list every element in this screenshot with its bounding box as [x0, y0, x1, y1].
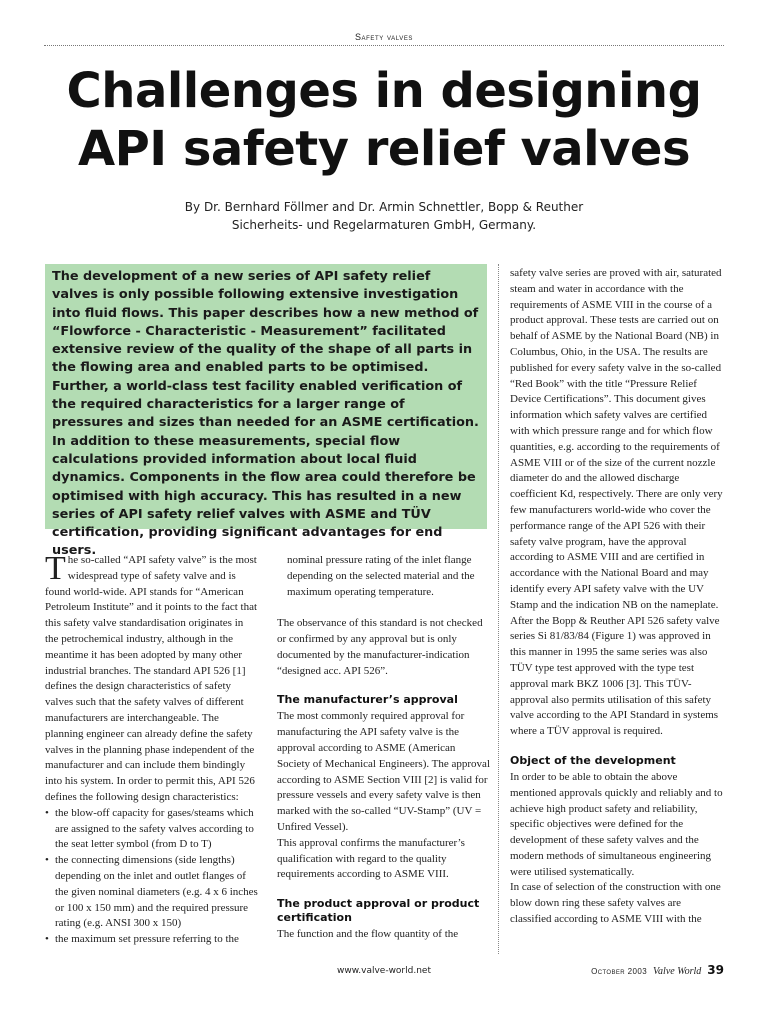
list-item: • the connecting dimensions (side lengths) depending on the inlet and outlet flanges of the given nominal diameters (e.g. 4 x 6 inches or 100 x 150 mm) and the required pressure rating (e.g. ANSI 300 x 150): [45, 853, 259, 932]
section-label: Safety valves: [354, 32, 414, 42]
page-number: 39: [707, 963, 724, 977]
top-dotted-rule: [44, 45, 724, 46]
paragraph: The most commonly required approval for manufacturing the API safety valve is the approval according to ASME (American Society of Mechanical Engineers). The approval according to ASME Section VIII [2] is valid for pressure vessels and every safety valve is then marked with the so-called “UV-Stamp” (UV = Unfired Vessel).: [277, 710, 490, 833]
section-heading: Object of the development: [510, 753, 676, 767]
intro-text: he so-called “API safety valve” is the most widespread type of safety valve and is found world-wide. API stands for “American Petroleum Institute” and it points to the fact that this safety valve standardisation originates in the petrochemical industry, although in the meantime it has been adopted by many other industrial branches. The standard API 526 [1] defines the design characteristics of safety valves such that the safety valves of different manufacturers are interchangeable. The planning engineer can already define the safety valves in the planning phase independent of the manufacturer and can include them bindingly into his system. In order to permit this, API 526 defines the following design characteristics:: [45, 554, 258, 803]
byline-affiliation: Sicherheits- und Regelarmaturen GmbH, Germany.: [231, 218, 537, 232]
column-divider: [498, 264, 499, 954]
magazine-logo: Valve World: [653, 966, 702, 977]
paragraph: In case of selection of the construction with one blow down ring these safety valves are classified according to ASME VIII with the: [510, 881, 721, 926]
section-heading: The manufacturer’s approval: [277, 693, 458, 707]
footer-month: October 2003: [591, 967, 648, 976]
paragraph: nominal pressure rating of the inlet flange depending on the selected material and the maximum operating temperature.: [287, 554, 475, 598]
footer-right: [591, 963, 724, 977]
article-title: Challenges in designing API safety relief valves: [66, 63, 702, 177]
byline-authors: By Dr. Bernhard Föllmer and Dr. Armin Schnettler, Bopp & Reuther: [184, 200, 584, 214]
paragraph: safety valve series are proved with air, saturated steam and water in accordance with the requirements of ASME VIII in the course of a product approval. These tests are carried out on behalf of ASME by the National Board (NB) in Columbus, Ohio, in the USA. The results are published for every safety valve in the so-called “Red Book” with the title “Pressure Relief Device Certifications”. This document gives information which safety valves are certified with which pressure range and for which flow quantities, e.g. according to the requirements of ASME VIII or of the size of the current nozzle diameter do and the allowed discharge coefficient Kd, respectively. There are only very few manufacturers world-wide who cover the performance range of the API 526 with their safety valve program, have the approval according to ASME VIII and are certified in accordance with the National Board and may identify every API safety valve with the UV Stamp and the indication NB on the nameplate. After the Bopp & Reuther API 526 safety valve series Si 81/83/84 (Figure 1) was approved in this manner in 1995 the same series was also TÜV type test approved with the type test approval mark BKZ 1006 [3]. This TÜV-approval also permits utilisation of this safety valve according to the API Standard in systems where a TÜV approval is required.: [510, 267, 723, 738]
design-characteristics-list: [45, 806, 259, 948]
paragraph: The function and the flow quantity of the: [277, 928, 459, 941]
footer-url: www.valve-world.net: [337, 966, 431, 976]
abstract-text: The development of a new series of API safety relief valves is only possible following extensive investigation into fluid flows. This paper describes how a new method of “Flowforce - Characteristic - Measurement” facilitated extensive review of the quality of the shape of all parts in the flowing area and enabled parts to be optimised. Further, a world-class test facility enabled verification of the required characteristics for a larger range of pressures and sizes than needed for an ASME certification. In addition to these measurements, special flow calculations provided information about local fluid dynamics. Components in the flow area could therefore be optimised with high accuracy. This has resulted in a new series of API safety relief valves with ASME and TÜV certification, providing significant advantages for end users.: [52, 269, 479, 559]
dropcap: T: [45, 550, 66, 587]
paragraph: In order to be able to obtain the above mentioned approvals quickly and reliably and to achieve high product safety and reliability, specific objectives were defined for the development of these safety valves and the modern methods of simultaneous engineering were utilised systematically.: [510, 770, 723, 878]
list-item: • the blow-off capacity for gases/steams which are assigned to the safety valves according to the seat letter symbol (from D to T): [45, 806, 259, 853]
list-item: • the maximum set pressure referring to the: [45, 932, 259, 948]
abstract-box: [45, 264, 487, 559]
intro-paragraph: [45, 550, 259, 806]
section-heading: The product approval or product certification: [277, 897, 480, 925]
body-column-2: [277, 553, 490, 943]
paragraph: The observance of this standard is not checked or confirmed by any approval but is only documented by the manufacturer-indication “designed acc. API 526”.: [277, 617, 483, 677]
paragraph: This approval confirms the manufacturer’s qualification with regard to the quality requirements according to ASME VIII.: [277, 836, 465, 881]
body-column-3: [510, 266, 724, 928]
body-column-1: [45, 550, 259, 948]
